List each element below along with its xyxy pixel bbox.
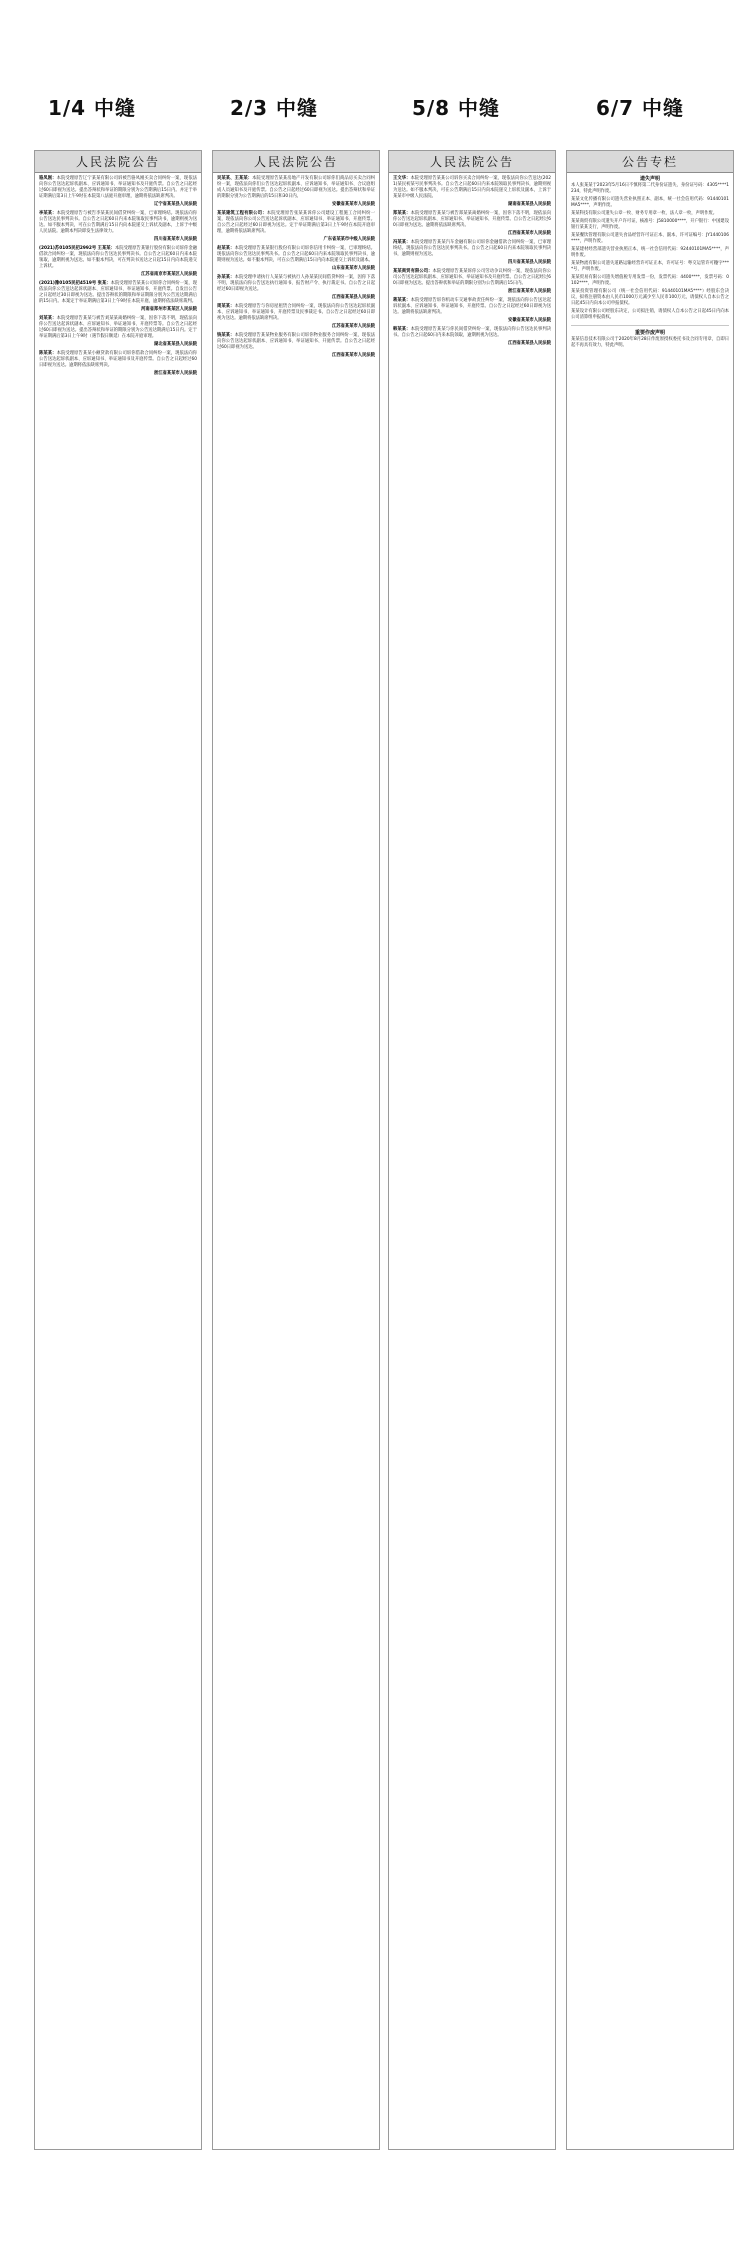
column-label-2: 2/3 中缝 — [229, 96, 319, 120]
notice-column-4 — [566, 150, 734, 2150]
notice-item — [393, 240, 551, 258]
notice-court: 广东省某某市中级人民法院 — [323, 237, 375, 242]
notice-addressee: 冯某某： — [393, 240, 411, 245]
notice-addressee: 周某某： — [217, 304, 235, 309]
notice-addressee: 陈某某： — [39, 351, 57, 356]
notice-item — [393, 176, 551, 200]
notice-text: 某某设计有限公司经股东决定，公司拟注销，请债权人自本公告之日起45日内向本公司清算组申报债权。 — [571, 309, 729, 320]
notice-column-3 — [388, 150, 556, 2150]
notice-text: 本院受理原告某某与你民间借贷纠纷一案，现依法向你公告送达民事判决书。自公告之日起60日内来本院领取，逾期则视为送达。 — [393, 327, 552, 338]
notice-text: 本院受理原告诉你机动车交通事故责任纠纷一案，现依法向你公告送达起诉状副本、应诉通知书、举证通知书、开庭传票。自公告之日起经过60日即视为送达。逾期将依法缺席判决。 — [393, 298, 552, 315]
notice-text: 某某贸易有限公司遗失增值税专用发票一份，发票代码：4400****，发票号码：0102****，声明作废。 — [571, 275, 729, 286]
notice-text: 本院受理原告某某小额贷款有限公司诉你借款合同纠纷一案，现依法向你公告送达起诉状副本、应诉通知书、举证通知书及开庭传票。自公告之日起经过60日即视为送达。逾期将依法缺席判决。 — [39, 351, 198, 368]
notice-addressee: (2021)苏0105民初2992号 王某某： — [39, 246, 115, 251]
notice-court: 江苏省南京市某某区人民法院 — [141, 272, 197, 277]
notice-column-2 — [212, 150, 380, 2150]
notice-court: 湖南省某某县人民法院 — [508, 202, 551, 207]
notice-text: 某某文化传播有限公司遗失营业执照正本、副本，统一社会信用代码：91440101MA5****，声明作废。 — [571, 197, 729, 208]
notice-court: 江西省某某市人民法院 — [508, 231, 551, 236]
notice-court: 四川省某某市人民法院 — [154, 237, 197, 242]
notice-item — [571, 275, 729, 287]
notice-addressee: 某某建筑工程有限公司： — [217, 211, 267, 216]
column-body — [213, 173, 379, 2145]
notice-item — [217, 246, 375, 264]
notice-item — [571, 261, 729, 273]
column-body — [389, 173, 555, 2145]
notice-column-1 — [34, 150, 202, 2150]
notice-item — [571, 211, 729, 217]
notice-court: 安徽省某某市人民法院 — [508, 318, 551, 323]
notice-court: 浙江省某某市人民法院 — [154, 371, 197, 376]
notice-item — [571, 289, 729, 307]
closing-title: 重要作废声明 — [634, 330, 665, 336]
notice-addressee: 李某某： — [39, 211, 57, 216]
notice-item — [571, 247, 729, 259]
section-subhead: 遗失声明 — [639, 176, 660, 182]
notice-item — [39, 316, 197, 340]
notice-item — [571, 233, 729, 245]
notice-item — [39, 281, 197, 305]
notice-item — [393, 327, 551, 339]
notice-court: 江苏省某某市人民法院 — [332, 324, 375, 329]
notice-court: 江西省某某县人民法院 — [508, 341, 551, 346]
notice-text: 本院受理原告某某房地产开发有限公司诉你们商品房买卖合同纠纷一案，现依法向你们公告送达起诉状副本、应诉通知书、举证通知书、合议庭组成人员通知书及开庭传票。自公告之日起经过60日即视为送达。提出答辩状和举证的期限分别为公告期满后的15日和30日内。 — [217, 176, 376, 199]
notice-court: 安徽省某某市人民法院 — [332, 202, 375, 207]
notice-text: 某某投资管理有限公司（统一社会信用代码：91440101MA5****）经股东会决议，拟将注册资本由人民币1000万元减少至人民币100万元，请债权人自本公告之日起45日内向本公司申报债权。 — [571, 289, 729, 306]
notice-text: 本院受理原告某某公司诉你合同纠纷一案，现依法向你公告送达起诉状副本、应诉通知书、举证通知书、开庭传票。自发出公告之日起经过30日即视为送达。提出答辩状的期限和举证期限分别为公告送达期满后的15日内。本案定于举证期满后第3日上午9时在本院开庭，逾期将依法缺席裁判。 — [39, 281, 197, 304]
closing-text: 某某信息技术有限公司于2020年8月28日作废原授权委托书及合同专用章，自即日起不再具有效力，特此声明。 — [571, 337, 729, 348]
notice-court: 河南省郑州市某某区人民法院 — [141, 307, 197, 312]
notice-text: 本院受理原告某某汽车金融有限公司诉你金融借款合同纠纷一案，已审理终结。现依法向你公告送达民事判决书。自公告之日起60日内来本院领取民事判决书，逾期则视为送达。 — [393, 240, 552, 257]
notice-addressee: 王文华： — [393, 176, 411, 181]
notice-addressee: 韩某某： — [393, 327, 411, 332]
notice-text: 本院受理原告某银行股份有限公司诉你金融借款合同纠纷一案，现依法向你公告送达民事判决书。自公告之日起60日内来本院领取，逾期则视为送达。如不服本判决，可在判决书送达之日起15日内向本院递交上诉状。 — [39, 246, 197, 269]
notice-item — [39, 351, 197, 369]
notice-addressee: 蒋某某： — [393, 298, 411, 303]
notice-item — [393, 298, 551, 316]
notice-court: 湖北省某某县人民法院 — [154, 342, 197, 347]
notice-addressee: 孙某某： — [217, 275, 235, 280]
notice-item — [217, 176, 375, 200]
notice-text: 本院受理原告某某银行股份有限公司诉你信用卡纠纷一案，已审理终结。现依法向你公告送达民事判决书。自公告之日起60日内来本院领取民事判决书，逾期则视为送达。如不服本判决，可在公告期满后15日内向本院递交上诉状及副本。 — [217, 246, 376, 263]
notice-addressee: 郑某某： — [393, 211, 411, 216]
notice-text: 本院受理原告某某与被告刘某某离婚纠纷一案，因你下落不明，现依法向你公告送达起诉状副本、应诉通知书、举证通知书、开庭传票等。自公告之日起经过60日即视为送达。提出答辩状和举证的期限分别为公告送达期满后15日内。定于举证期满后第3日上午9时（遇节假日顺延）在本院开庭审理。 — [39, 316, 198, 339]
column-header: 公告专栏 — [567, 151, 733, 173]
notice-item — [39, 246, 197, 270]
notice-text: 某某物流有限公司遗失道路运输经营许可证正本，许可证号：粤交运管许可穗字****号，声明作废。 — [571, 261, 729, 272]
notice-addressee: 刘某某： — [39, 316, 57, 321]
column-label-4: 6/7 中缝 — [595, 96, 685, 120]
divider — [571, 325, 729, 326]
notice-addressee: 赵某某： — [217, 246, 235, 251]
notice-text: 某某建材经营部遗失营业执照正本，统一社会信用代码：92440101MA5****，声明作废。 — [571, 247, 729, 258]
notice-item — [393, 211, 551, 229]
column-header: 人民法院公告 — [35, 151, 201, 173]
notice-addressee: 某某商贸有限公司： — [393, 269, 433, 274]
notice-item — [571, 183, 729, 195]
notice-court: 江西省某某县人民法院 — [332, 295, 375, 300]
column-label-3: 5/8 中缝 — [411, 96, 501, 120]
notice-item — [571, 219, 729, 231]
column-label-1: 1/4 中缝 — [47, 96, 137, 120]
notice-item — [217, 333, 375, 351]
notice-text: 某某餐饮管理有限公司遗失食品经营许可证正本、副本，许可证编号：JY1440106****，声明作废。 — [571, 233, 729, 244]
notice-item — [39, 176, 197, 200]
notice-text: 本院受理原告与你房屋租赁合同纠纷一案，现依法向你公告送达起诉状副本、应诉通知书、举证通知书、开庭传票及民事裁定书。自公告之日起经过60日即视为送达。逾期将依法缺席判决。 — [217, 304, 376, 321]
notice-court: 江西省某某市人民法院 — [332, 353, 375, 358]
column-body — [35, 173, 201, 2145]
notice-addressee: 钱某某： — [217, 333, 235, 338]
notice-court: 浙江省某某市人民法院 — [508, 289, 551, 294]
notice-text: 本院受理原告某某诉你公司劳动争议纠纷一案，现依法向你公司公告送达起诉状副本、应诉通知书、举证通知书及开庭传票。自公告之日起经过60日即视为送达。提出答辩状和举证的期限分别为公告期满后15日内。 — [393, 269, 552, 286]
column-header: 人民法院公告 — [389, 151, 555, 173]
notice-item — [217, 304, 375, 322]
notice-addressee: 骆凤刚： — [39, 176, 57, 181]
column-header: 人民法院公告 — [213, 151, 379, 173]
column-body — [567, 173, 733, 2145]
notice-item — [393, 269, 551, 287]
notice-text: 本院受理原告某某与被告郑某某离婚纠纷一案，因你下落不明，现依法向你公告送达起诉状副本、应诉通知书、举证通知书、开庭传票。自公告之日起经过60日即视为送达。逾期将依法缺席判决。 — [393, 211, 552, 228]
notice-text: 本院受理原告张某某诉你公司建设工程施工合同纠纷一案，现依法向你公司公告送达起诉状副本、应诉通知书、举证通知书、开庭传票。自公告之日起经过60日即视为送达。定于举证期满后第3日上午9时在本院开庭审理，逾期将依法缺席判决。 — [217, 211, 376, 234]
notice-text: 本院受理原告某某物业服务有限公司诉你物业服务合同纠纷一案，现依法向你公告送达起诉状副本、应诉通知书、举证通知书、开庭传票。自公告之日起经过60日即视为送达。 — [217, 333, 376, 350]
notice-text: 本院受理原告辽宁某某有限公司诉被告骆凤刚买卖合同纠纷一案，现依法向你公告送达起诉状副本、应诉通知书、举证通知书及开庭传票。自公告之日起经过60日即视为送达。提出答辩状和举证的期限分别为公告期满后15日内。并定于举证期满后第3日上午9时在本院第八法庭开庭审理，逾期将依法缺席判决。 — [39, 176, 198, 199]
notice-item — [571, 309, 729, 321]
notice-addressee: (2021)豫0105民初4519号 张某： — [39, 281, 111, 286]
notice-item — [39, 211, 197, 235]
notice-court: 山东省某某市人民法院 — [332, 266, 375, 271]
notice-text: 本人张某某于2023年5月16日不慎将第二代身份证遗失，身份证号码：4305****1234，特此声明作废。 — [571, 183, 729, 194]
notice-item — [571, 197, 729, 209]
notice-item — [217, 275, 375, 293]
notice-addressee: 吴某某、王某某： — [217, 176, 253, 181]
notice-court: 四川省某某县人民法院 — [508, 260, 551, 265]
notice-text: 本院受理原告某某公司诉你买卖合同纠纷一案，现依法向你公告送达(2021)某民初某号民事判决书。自公告之日起60日内来本院领取民事判决书，逾期则视为送达。如不服本判决，可在公告期满后15日内向本院递交上诉状及副本，上诉于某某市中级人民法院。 — [393, 176, 551, 199]
notice-text: 某某商贸有限公司遗失开户许可证，核准号：J5810000****，开户银行：中国建设银行某某支行，声明作废。 — [571, 219, 729, 230]
notice-text: 本院受理申请执行人某某与被执行人孙某某民间借贷纠纷一案，因你下落不明，现依法向你公告送达执行通知书、报告财产令、执行裁定书。自公告之日起经过60日即视为送达。 — [217, 275, 376, 292]
notice-text: 某某科技有限公司遗失公章一枚、财务专用章一枚、法人章一枚，声明作废。 — [571, 211, 718, 216]
notice-court: 辽宁省某某县人民法院 — [154, 202, 197, 207]
notice-item — [217, 211, 375, 235]
notice-text: 本院受理原告与被告李某某民间借贷纠纷一案，已审理终结。现依法向你公告送达民事判决书。自公告之日起60日内来本院领取民事判决书，逾期则视为送达。如不服本判决，可在公告期满后15日内向本院递交上诉状及副本，上诉于中级人民法院。逾期本判决即发生法律效力。 — [39, 211, 198, 234]
